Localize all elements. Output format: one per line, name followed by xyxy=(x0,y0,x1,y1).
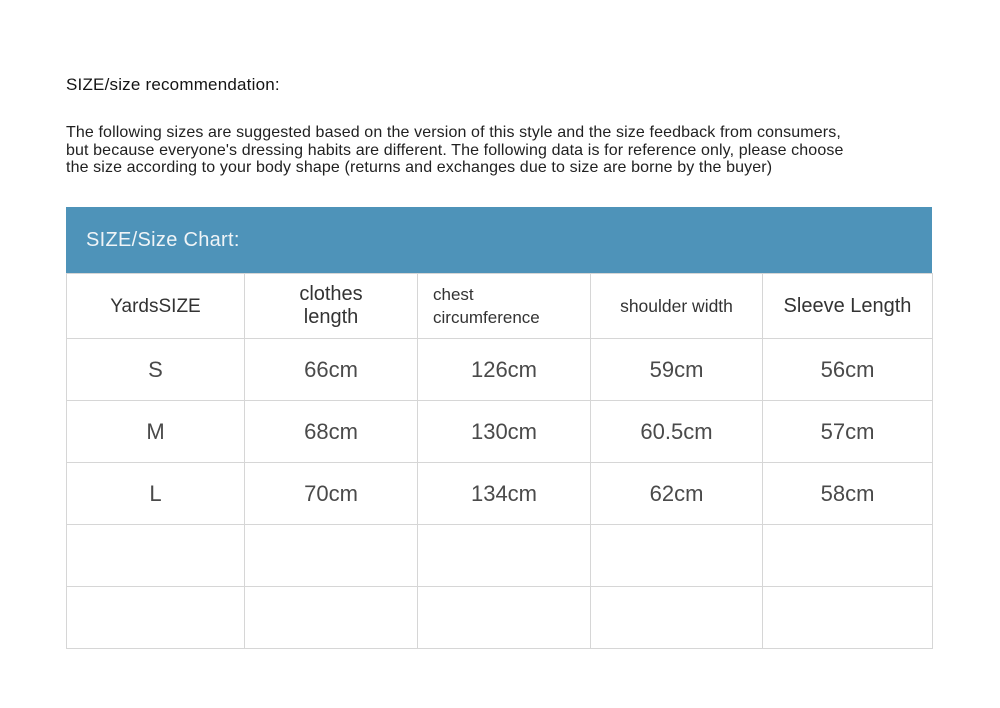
recommendation-text xyxy=(66,124,946,177)
table-row-l xyxy=(67,463,933,525)
column-header-label: clothes length xyxy=(299,283,363,328)
size-cell: S xyxy=(67,339,245,401)
table-cell xyxy=(67,587,245,649)
size-cell: M xyxy=(67,401,245,463)
table-cell: 126cm xyxy=(418,339,591,401)
table-header-row xyxy=(67,274,933,339)
size-table xyxy=(66,273,933,649)
table-row-empty xyxy=(67,525,933,587)
table-cell xyxy=(418,587,591,649)
table-cell: 130cm xyxy=(418,401,591,463)
table-cell xyxy=(763,587,933,649)
table-cell: 59cm xyxy=(591,339,763,401)
size-chart-section xyxy=(66,207,932,649)
column-header-shoulder-width: shoulder width xyxy=(591,274,763,339)
table-cell xyxy=(245,525,418,587)
recommendation-heading: SIZE/size recommendation: xyxy=(66,75,280,94)
table-cell xyxy=(245,587,418,649)
table-cell xyxy=(591,587,763,649)
table-row-s xyxy=(67,339,933,401)
table-cell xyxy=(591,525,763,587)
table-cell: 56cm xyxy=(763,339,933,401)
column-header-clothes-length xyxy=(245,274,418,339)
table-cell: 66cm xyxy=(245,339,418,401)
recommendation-line: The following sizes are suggested based on the version of this style and the size feedback from consumers, xyxy=(66,124,841,141)
table-cell: 70cm xyxy=(245,463,418,525)
column-header-chest-circumference: chest circumference xyxy=(418,274,591,339)
column-header-size: YardsSIZE xyxy=(67,274,245,339)
recommendation-line: but because everyone's dressing habits are different. The following data is for reference only, please choose xyxy=(66,141,844,159)
size-chart-title: SIZE/Size Chart: xyxy=(86,228,240,251)
table-cell: 62cm xyxy=(591,463,763,525)
table-cell: 57cm xyxy=(763,401,933,463)
size-chart-title-bar xyxy=(66,207,932,273)
table-cell: 68cm xyxy=(245,401,418,463)
table-cell: 134cm xyxy=(418,463,591,525)
table-cell xyxy=(763,525,933,587)
table-cell: 60.5cm xyxy=(591,401,763,463)
table-cell xyxy=(418,525,591,587)
table-row-m xyxy=(67,401,933,463)
recommendation-line: the size according to your body shape (returns and exchanges due to size are borne by the buyer) xyxy=(66,159,773,176)
size-cell: L xyxy=(67,463,245,525)
table-cell: 58cm xyxy=(763,463,933,525)
table-cell xyxy=(67,525,245,587)
column-header-sleeve-length: Sleeve Length xyxy=(763,274,933,339)
table-row-empty xyxy=(67,587,933,649)
